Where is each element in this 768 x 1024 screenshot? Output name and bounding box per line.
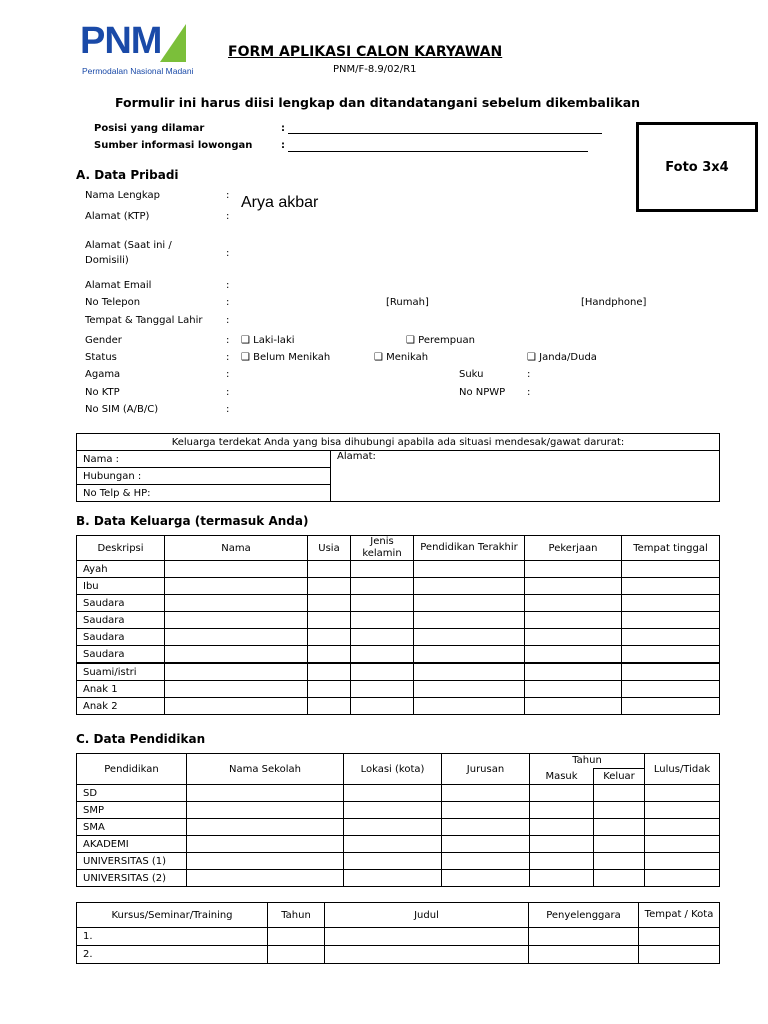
emergency-address-cell[interactable] [331,451,720,502]
family-header-cell: Pendidikan Terakhir [414,536,525,561]
pnm-logo [80,20,161,63]
family-header-cell: Usia [308,536,351,561]
family-row-label: Anak 1 [77,681,165,698]
education-header-cell: Nama Sekolah [187,754,344,785]
table-cell[interactable] [594,870,645,887]
emergency-phone-label: No Telp & HP: [83,487,151,499]
table-cell[interactable] [187,870,344,887]
table-cell[interactable] [187,785,344,802]
family-header-cell: Deskripsi [77,536,165,561]
phone-label: No Telepon [85,297,141,308]
table-cell[interactable] [325,928,529,946]
table-cell[interactable] [325,946,529,964]
emergency-name-cell[interactable] [77,451,331,468]
table-cell[interactable] [639,928,720,946]
table-cell[interactable] [414,595,525,612]
table-cell[interactable] [622,612,720,629]
table-row [77,681,720,698]
course-table [76,902,720,964]
table-cell[interactable] [530,785,594,802]
table-row [77,578,720,595]
colon: : [527,387,531,398]
source-input[interactable] [288,151,588,152]
address-now-label: Alamat (Saat ini / [85,240,172,251]
colon: : [226,280,230,291]
checkbox-male[interactable] [241,335,295,346]
table-cell[interactable] [351,578,414,595]
address-now-label-2: Domisili) [85,255,129,266]
colon: : [226,335,230,346]
colon: : [281,123,285,134]
table-cell[interactable] [414,578,525,595]
colon: : [226,315,230,326]
table-cell[interactable] [622,681,720,698]
table-cell[interactable] [351,561,414,578]
section-b-title: B. Data Keluarga (termasuk Anda) [76,514,309,528]
table-cell[interactable] [530,819,594,836]
table-cell[interactable] [525,595,622,612]
family-row-label: Ibu [77,578,165,595]
family-row-label: Suami/istri [77,663,165,681]
course-header-cell: Tahun [268,903,325,928]
table-cell[interactable] [344,819,442,836]
table-cell[interactable] [645,819,720,836]
email-label: Alamat Email [85,280,152,291]
emergency-relation-cell[interactable] [77,468,331,485]
family-header-cell: Tempat tinggal [622,536,720,561]
form-instruction: Formulir ini harus diisi lengkap dan ditandatangani sebelum dikembalikan [115,95,641,110]
emergency-name-label: Nama : [83,453,120,465]
checkbox-widowed[interactable] [527,352,597,363]
education-row-label: SMA [77,819,187,836]
table-cell[interactable] [594,819,645,836]
colon: : [226,387,230,398]
birth-label: Tempat & Tanggal Lahir [85,315,203,326]
logo-text: PNM [80,20,162,62]
table-cell[interactable] [530,802,594,819]
table-cell[interactable] [414,612,525,629]
table-cell[interactable] [645,785,720,802]
course-header-cell: Kursus/Seminar/Training [77,903,268,928]
colon: : [226,352,230,363]
table-cell[interactable] [351,646,414,664]
ktp-label: No KTP [85,387,120,398]
status-label: Status [85,352,117,363]
home-phone-label: [Rumah] [386,297,429,308]
education-row-label: UNIVERSITAS (2) [77,870,187,887]
single-label: Belum Menikah [253,352,331,363]
table-row [77,663,720,681]
table-cell[interactable] [530,853,594,870]
table-cell[interactable] [308,681,351,698]
table-cell[interactable] [414,646,525,664]
table-cell[interactable] [165,646,308,664]
name-label: Nama Lengkap [85,190,160,201]
table-cell[interactable] [594,802,645,819]
education-header-cell: Tahun [530,754,645,769]
colon: : [226,248,230,259]
emergency-address-label: Alamat: [337,451,376,462]
section-a-title: A. Data Pribadi [76,168,179,182]
table-cell[interactable] [639,946,720,964]
position-label: Posisi yang dilamar [94,123,205,134]
table-cell[interactable] [187,853,344,870]
table-cell[interactable] [344,802,442,819]
checkbox-single[interactable] [241,352,330,363]
table-row [77,646,720,664]
table-cell[interactable] [308,646,351,664]
source-label: Sumber informasi lowongan [94,140,253,151]
education-header-cell: Masuk [530,768,594,784]
course-row-label: 1. [77,928,268,946]
checkbox-icon: ❑ [374,352,383,363]
table-cell[interactable] [442,785,530,802]
table-cell[interactable] [308,698,351,715]
table-cell[interactable] [308,578,351,595]
table-cell[interactable] [525,629,622,646]
table-row [77,595,720,612]
family-header-cell: Pekerjaan [525,536,622,561]
table-row [77,836,720,853]
table-cell[interactable] [165,578,308,595]
table-cell[interactable] [351,698,414,715]
ethnic-label: Suku [459,369,484,380]
checkbox-icon: ❑ [527,352,536,363]
npwp-label: No NPWP [459,387,506,398]
table-cell[interactable] [268,946,325,964]
family-header-cell: Nama [165,536,308,561]
table-row [77,853,720,870]
table-cell[interactable] [414,698,525,715]
colon: : [226,190,230,201]
table-cell[interactable] [344,836,442,853]
education-row-label: SD [77,785,187,802]
table-cell[interactable] [308,629,351,646]
family-row-label: Ayah [77,561,165,578]
table-cell[interactable] [344,785,442,802]
table-row [77,802,720,819]
table-cell[interactable] [645,853,720,870]
table-row [77,946,720,964]
table-cell[interactable] [645,836,720,853]
education-header-cell: Jurusan [442,754,530,785]
education-row-label: UNIVERSITAS (1) [77,853,187,870]
table-cell[interactable] [414,681,525,698]
table-cell[interactable] [308,663,351,681]
emergency-contact-table [76,433,720,502]
table-cell[interactable] [351,663,414,681]
table-cell[interactable] [525,578,622,595]
table-cell[interactable] [165,663,308,681]
address-ktp-label: Alamat (KTP) [85,211,150,222]
table-row [77,870,720,887]
table-cell[interactable] [187,802,344,819]
education-header-cell: Pendidikan [77,754,187,785]
family-header-cell: Jenis kelamin [351,536,414,561]
table-cell[interactable] [165,629,308,646]
emergency-phone-cell[interactable] [77,485,331,502]
table-cell[interactable] [351,681,414,698]
table-cell[interactable] [351,612,414,629]
table-cell[interactable] [308,595,351,612]
course-row-label: 2. [77,946,268,964]
education-header-cell: Keluar [594,768,645,784]
education-row-label: SMP [77,802,187,819]
table-cell[interactable] [165,595,308,612]
table-cell[interactable] [442,802,530,819]
table-cell[interactable] [525,561,622,578]
table-cell[interactable] [308,612,351,629]
table-cell[interactable] [594,785,645,802]
handphone-label: [Handphone] [581,297,647,308]
table-cell[interactable] [525,698,622,715]
table-cell[interactable] [622,595,720,612]
table-cell[interactable] [414,561,525,578]
family-row-label: Saudara [77,595,165,612]
form-title: FORM APLIKASI CALON KARYAWAN [228,44,503,60]
table-cell[interactable] [442,819,530,836]
checkbox-icon: ❑ [241,335,250,346]
table-cell[interactable] [187,836,344,853]
education-table [76,753,720,887]
table-cell[interactable] [165,612,308,629]
table-row [77,612,720,629]
table-cell[interactable] [622,578,720,595]
course-header-cell: Judul [325,903,529,928]
table-cell[interactable] [525,612,622,629]
table-cell[interactable] [414,629,525,646]
course-header-cell: Penyelenggara [529,903,639,928]
table-cell[interactable] [529,928,639,946]
colon: : [281,140,285,151]
table-cell[interactable] [622,663,720,681]
female-label: Perempuan [418,335,475,346]
table-cell[interactable] [268,928,325,946]
table-cell[interactable] [525,646,622,664]
table-cell[interactable] [529,946,639,964]
family-row-label: Anak 2 [77,698,165,715]
colon: : [527,369,531,380]
married-label: Menikah [386,352,429,363]
table-cell[interactable] [622,698,720,715]
emergency-header: Keluarga terdekat Anda yang bisa dihubungi apabila ada situasi mendesak/gawat darurat: [77,434,720,451]
family-row-label: Saudara [77,629,165,646]
education-header-cell: Lulus/Tidak [645,754,720,785]
section-c-title: C. Data Pendidikan [76,732,206,746]
table-cell[interactable] [622,646,720,664]
colon: : [226,297,230,308]
form-code: PNM/F-8.9/02/R1 [333,64,417,75]
table-cell[interactable] [414,663,525,681]
checkbox-female[interactable] [406,335,475,346]
table-row [77,561,720,578]
sim-label: No SIM (A/B/C) [85,404,159,415]
table-cell[interactable] [622,629,720,646]
table-cell[interactable] [351,629,414,646]
table-cell[interactable] [645,802,720,819]
table-row [77,785,720,802]
photo-label: Foto 3x4 [665,159,729,175]
table-cell[interactable] [351,595,414,612]
colon: : [226,211,230,222]
education-header-cell: Lokasi (kota) [344,754,442,785]
family-table [76,535,720,715]
gender-label: Gender [85,335,122,346]
table-cell[interactable] [308,561,351,578]
widowed-label: Janda/Duda [539,352,597,363]
table-cell[interactable] [165,698,308,715]
table-cell[interactable] [645,870,720,887]
table-row [77,698,720,715]
table-cell[interactable] [530,870,594,887]
table-cell[interactable] [165,681,308,698]
table-cell[interactable] [594,853,645,870]
education-row-label: AKADEMI [77,836,187,853]
table-cell[interactable] [165,561,308,578]
religion-label: Agama [85,369,121,380]
checkbox-icon: ❑ [241,352,250,363]
colon: : [226,369,230,380]
position-input[interactable] [288,133,602,134]
table-cell[interactable] [525,681,622,698]
table-cell[interactable] [187,819,344,836]
logo-flag-icon [160,24,186,62]
course-header-cell: Tempat / Kota [639,903,720,928]
emergency-relation-label: Hubungan : [83,470,142,482]
name-value[interactable]: Arya akbar [241,194,319,211]
table-cell[interactable] [442,870,530,887]
male-label: Laki-laki [253,335,295,346]
table-row [77,629,720,646]
table-cell[interactable] [622,561,720,578]
table-cell[interactable] [442,853,530,870]
table-row [77,819,720,836]
checkbox-married[interactable] [374,352,428,363]
table-cell[interactable] [525,663,622,681]
table-cell[interactable] [344,870,442,887]
colon: : [226,404,230,415]
photo-box [636,122,758,212]
family-row-label: Saudara [77,646,165,664]
checkbox-icon: ❑ [406,335,415,346]
logo-subtitle: Permodalan Nasional Madani [82,66,194,76]
table-cell[interactable] [442,836,530,853]
table-cell[interactable] [594,836,645,853]
table-cell[interactable] [530,836,594,853]
table-cell[interactable] [344,853,442,870]
table-row [77,928,720,946]
family-row-label: Saudara [77,612,165,629]
